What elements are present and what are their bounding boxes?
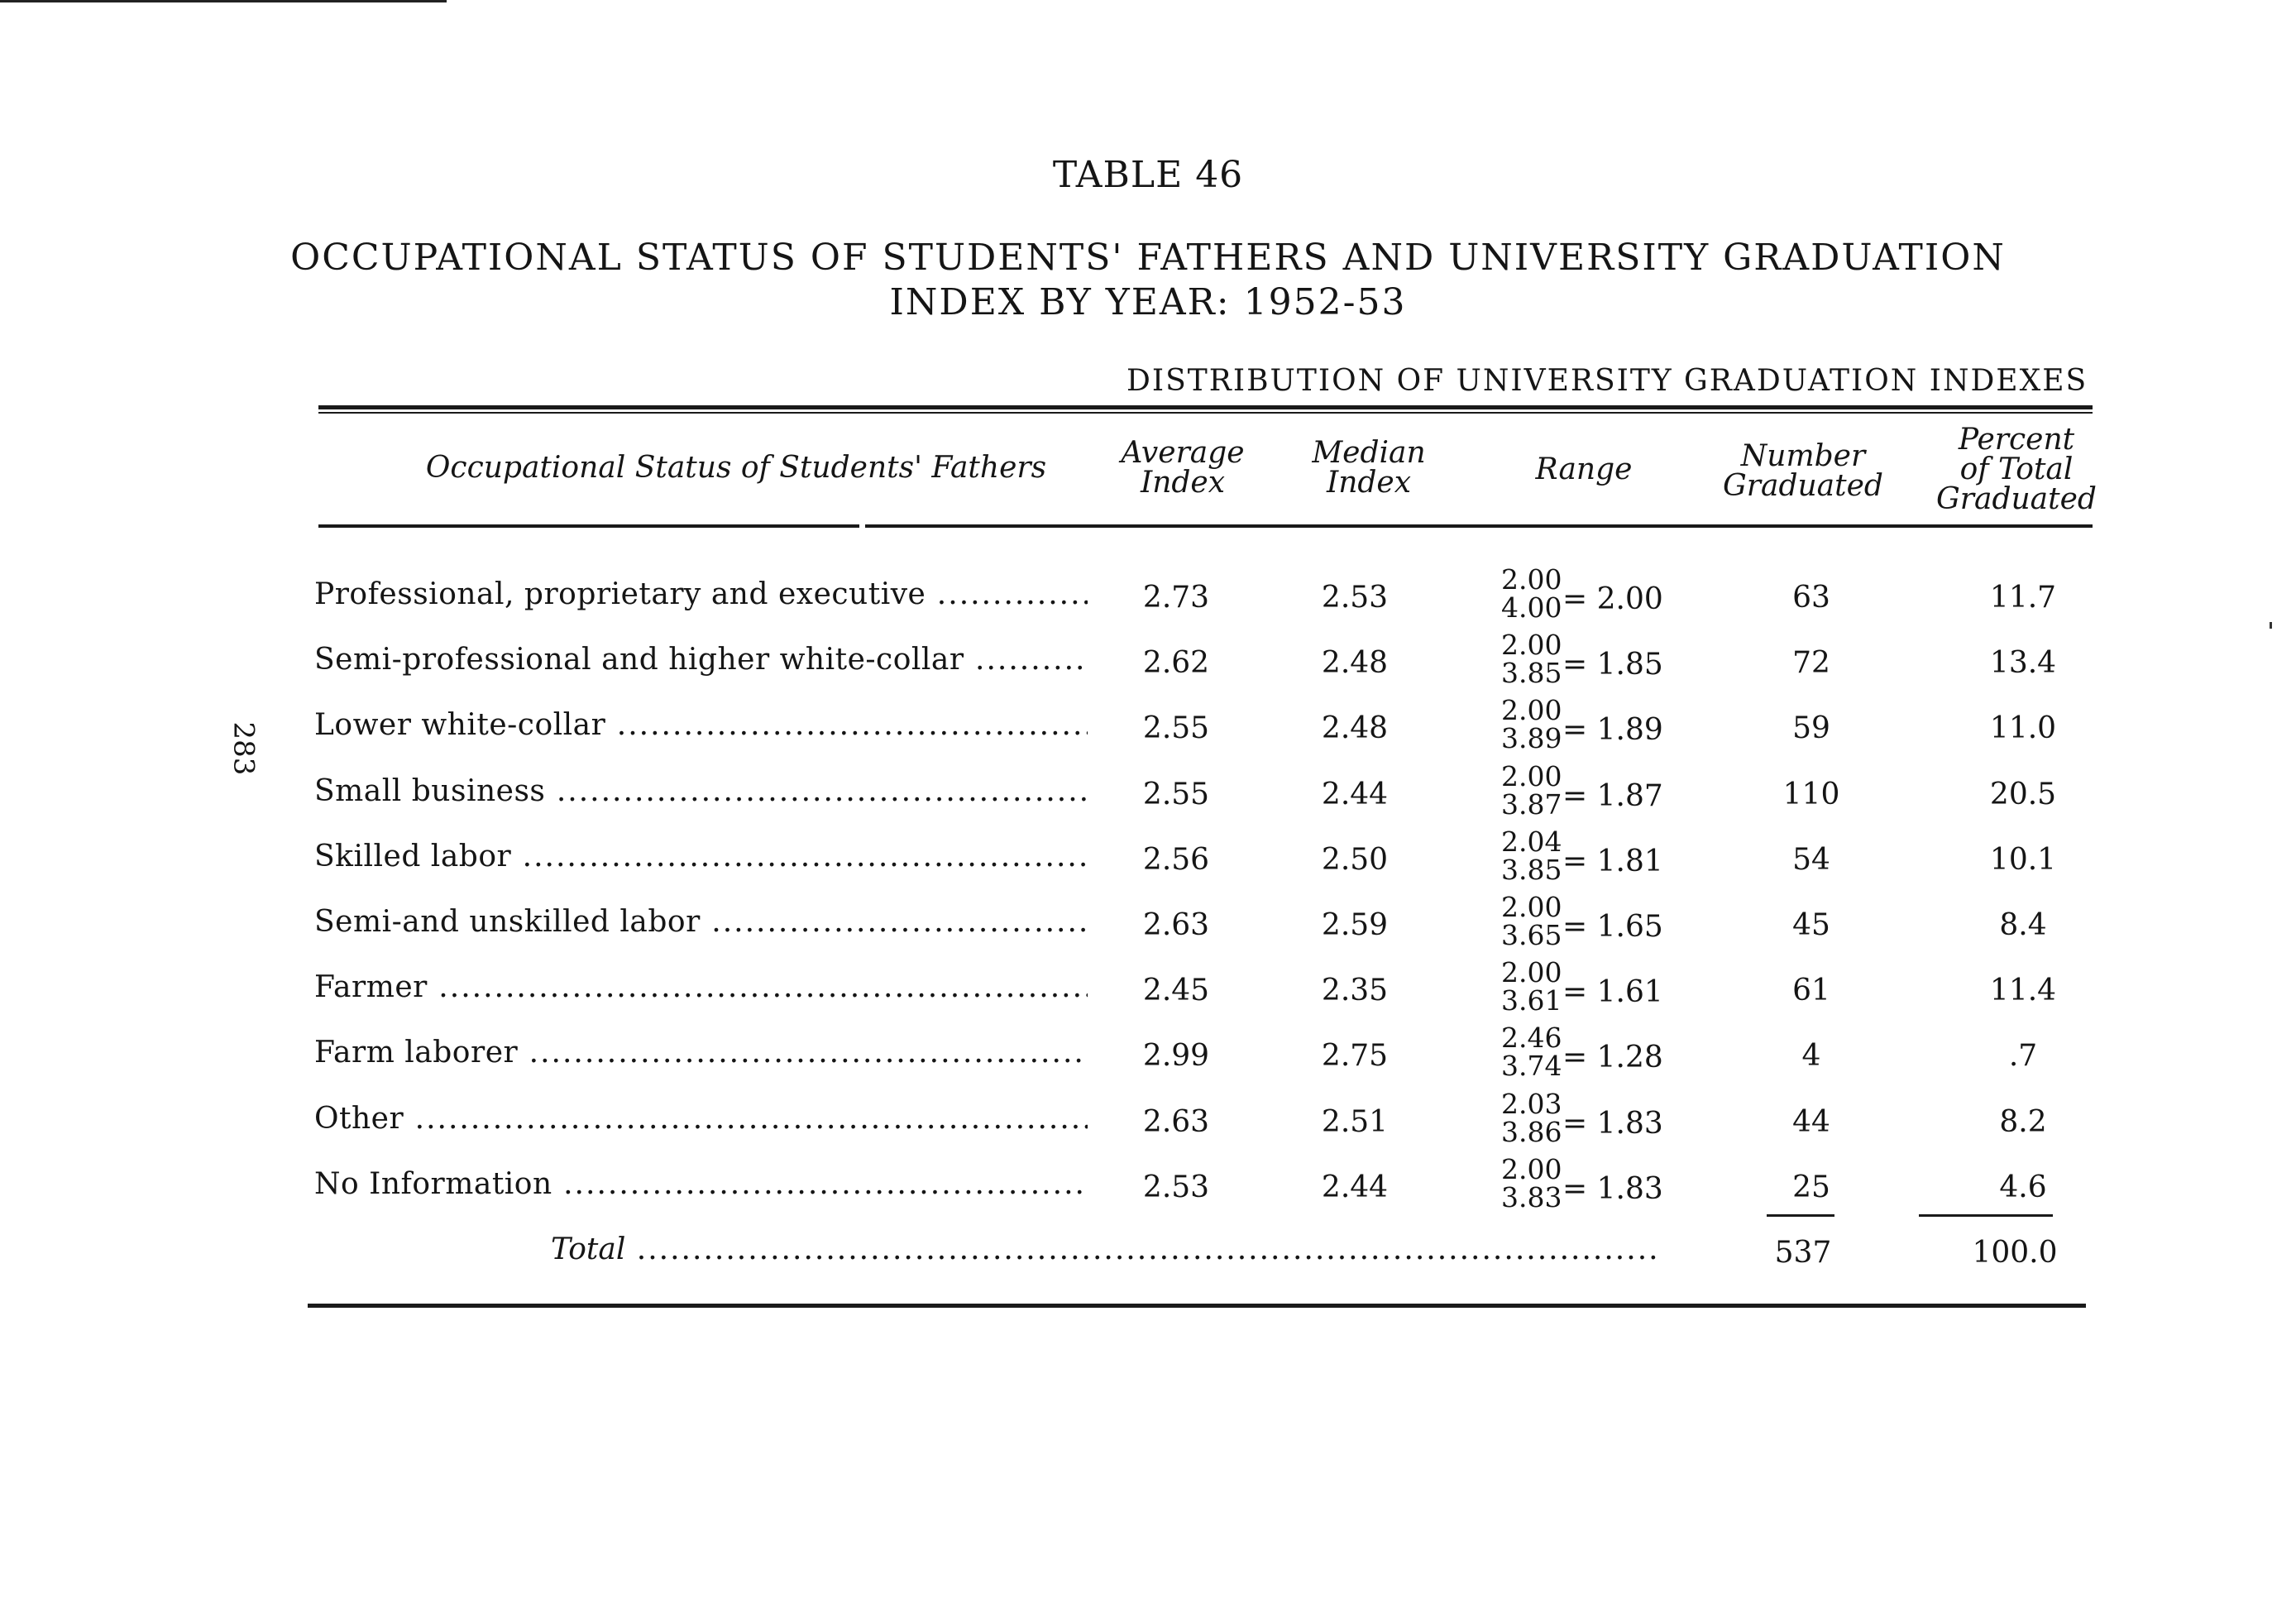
range-high: 3.61 xyxy=(1501,984,1562,1017)
range-high: 3.87 xyxy=(1501,788,1562,821)
range-value: = 2.00 xyxy=(1562,582,1663,616)
row-percent: 8.4 xyxy=(1999,908,2047,942)
distribution-heading: DISTRIBUTION OF UNIVERSITY GRADUATION INDEXES xyxy=(1126,364,2088,398)
row-average: 2.99 xyxy=(1142,1039,1210,1073)
page-top-rule xyxy=(0,0,447,2)
table-title-line-1: OCCUPATIONAL STATUS OF STUDENTS' FATHERS AND UNIVERSITY GRADUATION xyxy=(290,237,2006,279)
row-number: 63 xyxy=(1792,581,1830,615)
row-label: Skilled labor ..... xyxy=(314,840,1088,873)
row-percent: 20.5 xyxy=(1989,778,2057,811)
table-row xyxy=(0,693,2296,758)
total-row-label xyxy=(551,1232,1661,1266)
row-percent: 13.4 xyxy=(1989,646,2057,680)
row-average: 2.62 xyxy=(1142,646,1210,680)
range-value: = 1.89 xyxy=(1562,713,1663,747)
header-number-line1: Number xyxy=(1740,439,1866,473)
row-label: Farm laborer ..... xyxy=(314,1036,1088,1070)
row-median: 2.44 xyxy=(1321,1170,1389,1204)
range-low: 2.46 xyxy=(1501,1022,1562,1054)
row-average: 2.53 xyxy=(1142,1170,1210,1204)
range-low: 2.00 xyxy=(1501,694,1562,726)
row-range xyxy=(1501,761,1683,826)
row-average: 2.55 xyxy=(1142,778,1210,811)
row-label: Semi-and unskilled labor ..... xyxy=(314,905,1088,939)
range-low: 2.03 xyxy=(1501,1088,1562,1120)
row-median: 2.75 xyxy=(1321,1039,1389,1073)
row-number: 44 xyxy=(1792,1105,1830,1139)
sum-rule-percent xyxy=(1919,1214,2053,1217)
range-high: 3.86 xyxy=(1501,1116,1562,1148)
range-high: 3.89 xyxy=(1501,722,1562,754)
row-percent: 8.2 xyxy=(1999,1105,2047,1139)
range-value: = 1.28 xyxy=(1562,1041,1663,1074)
row-median: 2.44 xyxy=(1321,778,1389,811)
header-percent-line3: Graduated xyxy=(1936,482,2097,516)
row-number: 72 xyxy=(1792,646,1830,680)
row-number: 54 xyxy=(1792,843,1830,877)
total-number: 537 xyxy=(1774,1236,1832,1270)
row-range xyxy=(1501,564,1683,629)
header-percent-line2: of Total xyxy=(1959,452,2074,486)
row-label: Small business ..... xyxy=(314,774,1088,808)
row-range xyxy=(1501,629,1683,694)
row-range xyxy=(1501,695,1683,759)
row-number: 59 xyxy=(1792,711,1830,745)
row-median: 2.59 xyxy=(1321,908,1389,942)
table-row xyxy=(0,955,2296,1020)
row-label: Semi-professional and higher white-collar ..... xyxy=(314,643,1088,677)
row-median: 2.51 xyxy=(1321,1105,1389,1139)
table-row xyxy=(0,562,2296,627)
range-low: 2.00 xyxy=(1501,760,1562,792)
row-range xyxy=(1501,957,1683,1022)
table-row xyxy=(0,1152,2296,1217)
row-median: 2.48 xyxy=(1321,711,1389,745)
range-value: = 1.65 xyxy=(1562,910,1663,944)
header-number-graduated xyxy=(1712,439,1894,503)
row-median: 2.35 xyxy=(1321,974,1389,1007)
row-percent: 4.6 xyxy=(1999,1170,2047,1204)
row-average: 2.73 xyxy=(1142,581,1210,615)
row-range xyxy=(1501,892,1683,956)
range-value: = 1.83 xyxy=(1562,1172,1663,1206)
row-number: 110 xyxy=(1782,778,1840,811)
page-number: 283 xyxy=(227,721,261,776)
row-percent: .7 xyxy=(2008,1039,2038,1073)
row-range xyxy=(1501,1089,1683,1153)
range-value: = 1.83 xyxy=(1562,1107,1663,1141)
range-high: 3.85 xyxy=(1501,854,1562,886)
table-row xyxy=(0,1021,2296,1085)
range-low: 2.04 xyxy=(1501,826,1562,858)
row-percent: 11.0 xyxy=(1989,711,2057,745)
row-average: 2.56 xyxy=(1142,843,1210,877)
header-number-line2: Graduated xyxy=(1723,469,1883,503)
header-average-line1: Average xyxy=(1121,436,1245,470)
row-range xyxy=(1501,826,1683,891)
table-row xyxy=(0,1087,2296,1151)
row-average: 2.63 xyxy=(1142,908,1210,942)
row-range xyxy=(1501,1022,1683,1087)
table-top-rule xyxy=(318,405,2093,409)
header-median-line1: Median xyxy=(1312,436,1426,470)
row-median: 2.53 xyxy=(1321,581,1389,615)
total-label: Total xyxy=(551,1232,626,1266)
header-percent-graduated xyxy=(1917,425,2116,514)
row-label: Other ..... xyxy=(314,1102,1088,1136)
range-high: 3.83 xyxy=(1501,1181,1562,1213)
row-percent: 11.7 xyxy=(1989,581,2057,615)
table-row xyxy=(0,759,2296,824)
row-range xyxy=(1501,1154,1683,1218)
header-median-index xyxy=(1286,438,1452,498)
header-range: Range xyxy=(1535,452,1633,486)
range-low: 2.00 xyxy=(1501,563,1562,596)
row-percent: 10.1 xyxy=(1989,843,2057,877)
sum-rule-number xyxy=(1767,1214,1834,1217)
range-low: 2.00 xyxy=(1501,629,1562,661)
table-bottom-rule xyxy=(308,1304,2086,1308)
row-label: Farmer ..... xyxy=(314,970,1088,1004)
range-value: = 1.85 xyxy=(1562,648,1663,682)
header-bottom-rule-left xyxy=(318,524,859,528)
header-average-line2: Index xyxy=(1140,466,1226,500)
row-number: 61 xyxy=(1792,974,1830,1007)
table-title-line-2: INDEX BY YEAR: 1952-53 xyxy=(889,281,1407,323)
range-high: 3.74 xyxy=(1501,1050,1562,1082)
row-number: 25 xyxy=(1792,1170,1830,1204)
header-bottom-rule-right xyxy=(865,524,2093,528)
table-row xyxy=(0,628,2296,692)
header-median-line2: Index xyxy=(1326,466,1412,500)
row-number: 4 xyxy=(1801,1039,1821,1073)
total-percent: 100.0 xyxy=(1972,1236,2058,1270)
header-occupation: Occupational Status of Students' Fathers xyxy=(425,451,1047,485)
range-value: = 1.87 xyxy=(1562,779,1663,813)
range-low: 2.00 xyxy=(1501,891,1562,923)
row-label: Lower white-collar ..... xyxy=(314,708,1088,742)
row-number: 45 xyxy=(1792,908,1830,942)
table-row xyxy=(0,825,2296,889)
row-average: 2.63 xyxy=(1142,1105,1210,1139)
range-value: = 1.61 xyxy=(1562,975,1663,1009)
table-number: TABLE 46 xyxy=(1052,154,1244,196)
row-label: No Information ..... xyxy=(314,1167,1088,1201)
row-average: 2.55 xyxy=(1142,711,1210,745)
range-high: 3.65 xyxy=(1501,919,1562,951)
range-low: 2.00 xyxy=(1501,956,1562,988)
row-label: Professional, proprietary and executive ..... xyxy=(314,577,1088,611)
table-row xyxy=(0,890,2296,955)
row-median: 2.48 xyxy=(1321,646,1389,680)
range-value: = 1.81 xyxy=(1562,845,1663,878)
range-high: 3.85 xyxy=(1501,657,1562,689)
row-median: 2.50 xyxy=(1321,843,1389,877)
range-high: 4.00 xyxy=(1501,591,1562,624)
range-low: 2.00 xyxy=(1501,1153,1562,1185)
row-percent: 11.4 xyxy=(1989,974,2057,1007)
table-top-thin-rule xyxy=(318,412,2093,414)
header-average-index xyxy=(1100,438,1265,498)
row-average: 2.45 xyxy=(1142,974,1210,1007)
header-percent-line1: Percent xyxy=(1958,423,2075,457)
